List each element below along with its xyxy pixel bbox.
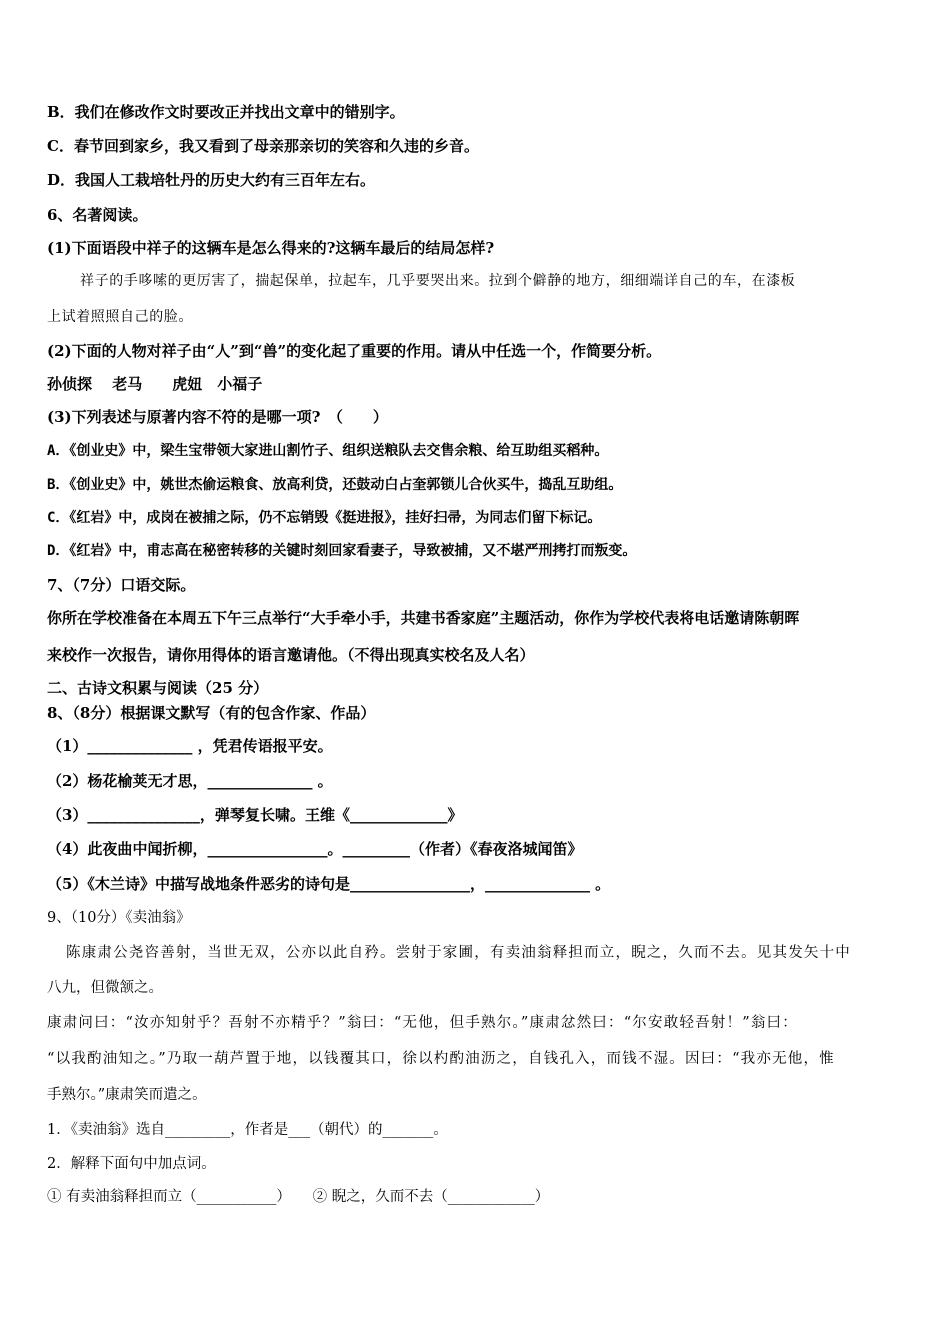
choice-b: B．《创业史》中，姚世杰偷运粮食、放高利贷，还鼓动白占奎郭锁儿合伙买牛，捣乱互助组。 (47, 477, 623, 493)
passage-line-1: 祥子的手哆嗦的更厉害了，揣起保单，拉起车，几乎要哭出来。拉到个僻静的地方，细细端详自己的车，在漆板 (80, 273, 796, 289)
question-8-2: （2）杨花榆荚无才思，______________ 。 (47, 772, 333, 790)
choice-c: C．《红岩》中，成岗在被捕之际，仍不忘销毁《挺进报》，挂好扫帚，为同志们留下标记。 (47, 510, 602, 526)
classical-text-line-4: “以我酌油知之。”乃取一葫芦置于地，以钱覆其口，徐以杓酌油沥之，自钱孔入，而钱不湿。因曰：“我亦无他，惟 (47, 1051, 835, 1067)
option-b: B．我们在修改作文时要改正并找出文章中的错别字。 (47, 103, 405, 121)
question-8-1: （1）______________ ，凭君传语报平安。 (47, 737, 333, 755)
question-8-3: （3）_______________，弹琴复长啸。王维《_____________》 (47, 806, 463, 824)
question-8-4: （4）此夜曲中闻折柳，________________。_________（作者）《春夜洛城闻笛》 (47, 840, 583, 858)
question-7-title: 7、（7分）口语交际。 (47, 576, 196, 594)
question-9-2: 2．解释下面句中加点词。 (47, 1156, 216, 1172)
question-9-2-items: ① 有卖油翁释担而立（___________） ② 睨之，久而不去（____________） (47, 1189, 550, 1205)
option-c: C．春节回到家乡，我又看到了母亲那亲切的笑容和久违的乡音。 (47, 137, 479, 155)
classical-text-line-2: 八九，但微颔之。 (47, 980, 163, 996)
choice-d: D．《红岩》中，甫志高在秘密转移的关键时刻回家看妻子，导致被捕，又不堪严刑拷打而叛变。 (47, 543, 637, 559)
choice-a: A．《创业史》中，梁生宝带领大家进山割竹子、组织送粮队去交售余粮、给互助组买稻种。 (47, 443, 609, 459)
question-7-prompt-1: 你所在学校准备在本周五下午三点举行“大手牵小手，共建书香家庭”主题活动，你作为学校代表将电话邀请陈朝晖 (47, 609, 800, 627)
character-list: 孙侦探 老马 虎妞 小福子 (47, 375, 263, 393)
option-d: D．我国人工栽培牡丹的历史大约有三百年左右。 (47, 171, 376, 189)
question-6-1: (1)下面语段中祥子的这辆车是怎么得来的?这辆车最后的结局怎样? (47, 239, 495, 257)
question-7-prompt-2: 来校作一次报告，请你用得体的语言邀请他。（不得出现真实校名及人名） (47, 646, 535, 664)
question-6-title: 6、名著阅读。 (47, 206, 148, 224)
classical-text-line-1: 陈康肃公尧咨善射，当世无双，公亦以此自矜。尝射于家圃，有卖油翁释担而立，睨之，久而不去。见其发矢十中 (66, 945, 851, 961)
section-2-heading: 二、古诗文积累与阅读（25 分） (47, 679, 269, 697)
question-6-2: (2)下面的人物对祥子由“人”到“兽”的变化起了重要的作用。请从中任选一个，作简要分析。 (47, 342, 662, 360)
passage-line-2: 上试着照照自己的脸。 (47, 309, 193, 325)
classical-text-line-3: 康肃问曰：“汝亦知射乎？吾射不亦精乎？”翁曰：“无他，但手熟尔。”康肃忿然曰：“尔安敢轻吾射！”翁曰： (47, 1015, 798, 1031)
question-9-title: 9、（10分）《卖油翁》 (47, 910, 191, 926)
question-6-3: (3)下列表述与原著内容不符的是哪一项? （ ） (47, 408, 388, 426)
question-8-title: 8、（8分）根据课文默写（有的包含作家、作品） (47, 704, 376, 722)
question-8-5: （5）《木兰诗》中描写战地条件恶劣的诗句是________________，______________ 。 (47, 875, 611, 893)
classical-text-line-5: 手熟尔。”康肃笑而遣之。 (47, 1087, 207, 1103)
question-9-1: 1．《卖油翁》选自_________，作者是___（朝代）的_______。 (47, 1122, 448, 1138)
